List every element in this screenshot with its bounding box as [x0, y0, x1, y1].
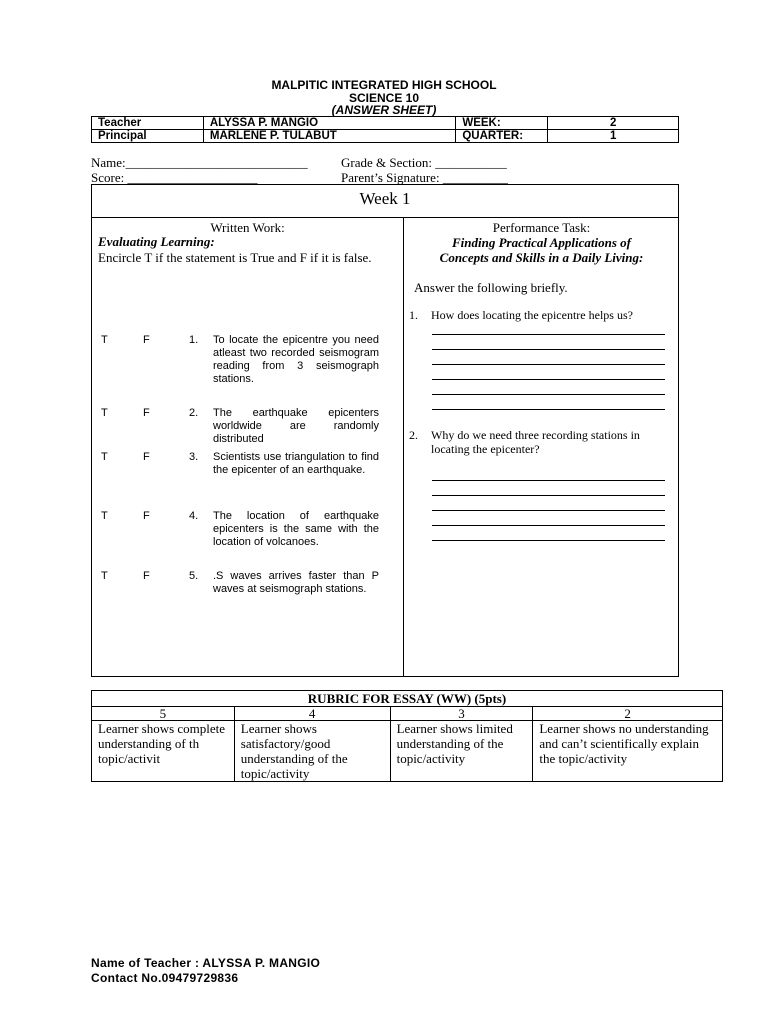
teacher-name-footer: Name of Teacher : ALYSSA P. MANGIO: [91, 956, 321, 970]
school-name: MALPITIC INTEGRATED HIGH SCHOOL: [271, 78, 497, 92]
performance-task-instruction: Answer the following briefly.: [414, 280, 568, 295]
rubric-description: Learner shows satisfactory/good understanding of the topic/activity: [234, 721, 390, 782]
performance-task-heading-line1: Finding Practical Applications of: [451, 235, 631, 250]
item-number: 1.: [189, 334, 199, 346]
answer-line[interactable]: [432, 540, 665, 541]
true-option[interactable]: T: [101, 407, 108, 419]
answer-line[interactable]: [432, 480, 665, 481]
principal-label: Principal: [92, 130, 204, 143]
teacher-label: Teacher: [92, 117, 204, 130]
rubric-score: 5: [92, 707, 235, 721]
grade-section-field[interactable]: Grade & Section: ___________: [341, 155, 507, 170]
name-field[interactable]: Name:____________________________: [91, 155, 308, 170]
teacher-value: ALYSSA P. MANGIO: [203, 117, 455, 130]
answer-line[interactable]: [432, 525, 665, 526]
parent-signature-field[interactable]: Parent’s Signature: __________: [341, 170, 508, 185]
item-statement: Scientists use triangulation to find the epicenter of an earthquake.: [213, 451, 379, 476]
answer-line[interactable]: [432, 364, 665, 365]
answer-line[interactable]: [432, 379, 665, 380]
true-option[interactable]: T: [101, 510, 108, 522]
info-table: [91, 116, 679, 143]
quarter-label: QUARTER:: [456, 130, 548, 143]
info-row-principal: [92, 130, 679, 143]
performance-task-title: Performance Task:: [492, 220, 591, 235]
item-number: 2.: [189, 407, 199, 419]
contact-number: Contact No.09479729836: [91, 971, 239, 985]
question-number: 2.: [409, 428, 418, 442]
item-number: 4.: [189, 510, 199, 522]
item-statement: .S waves arrives faster than P waves at seismograph stations.: [213, 570, 379, 595]
rubric-title: RUBRIC FOR ESSAY (WW) (5pts): [92, 691, 723, 707]
week-title: Week 1: [92, 185, 678, 218]
subject-title: SCIENCE 10: [348, 91, 420, 105]
answer-line[interactable]: [432, 510, 665, 511]
info-row-teacher: [92, 117, 679, 130]
rubric-score: 4: [234, 707, 390, 721]
rubric-score: 3: [390, 707, 533, 721]
answer-line[interactable]: [432, 334, 665, 335]
false-option[interactable]: F: [143, 570, 150, 582]
column-divider: [403, 218, 404, 677]
answer-line[interactable]: [432, 495, 665, 496]
week-box: [91, 184, 679, 677]
sheet-type: (ANSWER SHEET): [331, 103, 437, 117]
answer-line[interactable]: [432, 349, 665, 350]
true-option[interactable]: T: [101, 334, 108, 346]
written-work-title: Written Work:: [210, 220, 285, 235]
false-option[interactable]: F: [143, 407, 150, 419]
rubric-description: Learner shows no understanding and can’t scientifically explain the topic/activity: [533, 721, 723, 782]
quarter-value: 1: [548, 130, 679, 143]
week-value: 2: [548, 117, 679, 130]
week-label: WEEK:: [456, 117, 548, 130]
item-number: 5.: [189, 570, 199, 582]
answer-line[interactable]: [432, 394, 665, 395]
question-text: How does locating the epicentre helps us?: [431, 308, 633, 322]
rubric-description: Learner shows limited understanding of the topic/activity: [390, 721, 533, 782]
score-field[interactable]: Score: ____________________: [91, 170, 258, 185]
false-option[interactable]: F: [143, 334, 150, 346]
rubric-table: [91, 690, 723, 782]
true-option[interactable]: T: [101, 451, 108, 463]
written-work-instruction: Encircle T if the statement is True and F if it is false.: [98, 250, 372, 265]
rubric-description: Learner shows complete understanding of th topic/activit: [92, 721, 235, 782]
false-option[interactable]: F: [143, 451, 150, 463]
written-work-heading: Evaluating Learning:: [98, 234, 215, 249]
question-number: 1.: [409, 308, 418, 322]
item-statement: To locate the epicentre you need atleast two recorded seismogram reading from 3 seismograph stations.: [213, 334, 379, 385]
item-number: 3.: [189, 451, 199, 463]
answer-line[interactable]: [432, 409, 665, 410]
question-text: Why do we need three recording stations in locating the epicenter?: [431, 428, 640, 456]
performance-task-heading-line2: Concepts and Skills in a Daily Living:: [439, 250, 644, 265]
false-option[interactable]: F: [143, 510, 150, 522]
rubric-description-row: [92, 721, 723, 782]
principal-value: MARLENE P. TULABUT: [203, 130, 455, 143]
rubric-score: 2: [533, 707, 723, 721]
rubric-score-row: [92, 707, 723, 721]
true-option[interactable]: T: [101, 570, 108, 582]
item-statement: The location of earthquake epicenters is the same with the location of volcanoes.: [213, 510, 379, 548]
performance-task-heading: [404, 235, 679, 265]
item-statement: The earthquake epicenters worldwide are randomly distributed: [213, 407, 379, 445]
